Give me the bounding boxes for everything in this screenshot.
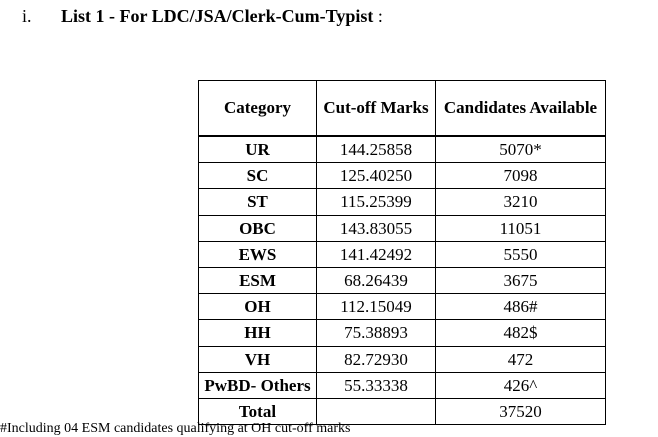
section-heading <box>22 6 383 27</box>
category-cell: EWS <box>199 241 317 267</box>
header-cutoff-marks: Cut-off Marks <box>317 81 436 137</box>
category-cell: PwBD- Others <box>199 372 317 398</box>
category-cell: ESM <box>199 267 317 293</box>
candidates-cell: 426^ <box>436 372 606 398</box>
cutoff-cell: 144.25858 <box>317 136 436 163</box>
cutoff-cell: 125.40250 <box>317 163 436 189</box>
candidates-cell: 3675 <box>436 267 606 293</box>
table-row <box>199 136 606 163</box>
category-cell: UR <box>199 136 317 163</box>
footnote: #Including 04 ESM candidates qualifying at OH cut-off marks <box>0 421 351 436</box>
cutoff-cell: 143.83055 <box>317 215 436 241</box>
table-row <box>199 241 606 267</box>
cutoff-cell: 68.26439 <box>317 267 436 293</box>
total-candidates-cell: 37520 <box>436 398 606 424</box>
header-candidates-available: Candidates Available <box>436 81 606 137</box>
candidates-cell: 5070* <box>436 136 606 163</box>
list-number: i. <box>22 6 32 26</box>
candidates-cell: 3210 <box>436 189 606 215</box>
candidates-cell: 11051 <box>436 215 606 241</box>
category-cell: OH <box>199 294 317 320</box>
cutoff-cell: 55.33338 <box>317 372 436 398</box>
table-row <box>199 163 606 189</box>
candidates-cell: 7098 <box>436 163 606 189</box>
table-row <box>199 320 606 346</box>
table-row <box>199 189 606 215</box>
list-title: List 1 - For LDC/JSA/Clerk-Cum-Typist <box>61 6 374 26</box>
category-cell: SC <box>199 163 317 189</box>
table-row <box>199 294 606 320</box>
candidates-cell: 5550 <box>436 241 606 267</box>
cutoff-cell: 75.38893 <box>317 320 436 346</box>
category-cell: OBC <box>199 215 317 241</box>
cutoff-cell: 112.15049 <box>317 294 436 320</box>
table-row <box>199 267 606 293</box>
table-header-row <box>199 81 606 137</box>
cutoff-cell: 141.42492 <box>317 241 436 267</box>
category-cell: ST <box>199 189 317 215</box>
candidates-cell: 472 <box>436 346 606 372</box>
cutoff-cell: 115.25399 <box>317 189 436 215</box>
total-label-cell: Total <box>199 398 317 424</box>
heading-colon: : <box>377 6 383 26</box>
cutoff-cell: 82.72930 <box>317 346 436 372</box>
table-row <box>199 215 606 241</box>
category-cell: VH <box>199 346 317 372</box>
category-cell: HH <box>199 320 317 346</box>
header-category: Category <box>199 81 317 137</box>
candidates-cell: 482$ <box>436 320 606 346</box>
table-row <box>199 346 606 372</box>
cutoff-table <box>198 80 606 425</box>
table-row <box>199 372 606 398</box>
candidates-cell: 486# <box>436 294 606 320</box>
